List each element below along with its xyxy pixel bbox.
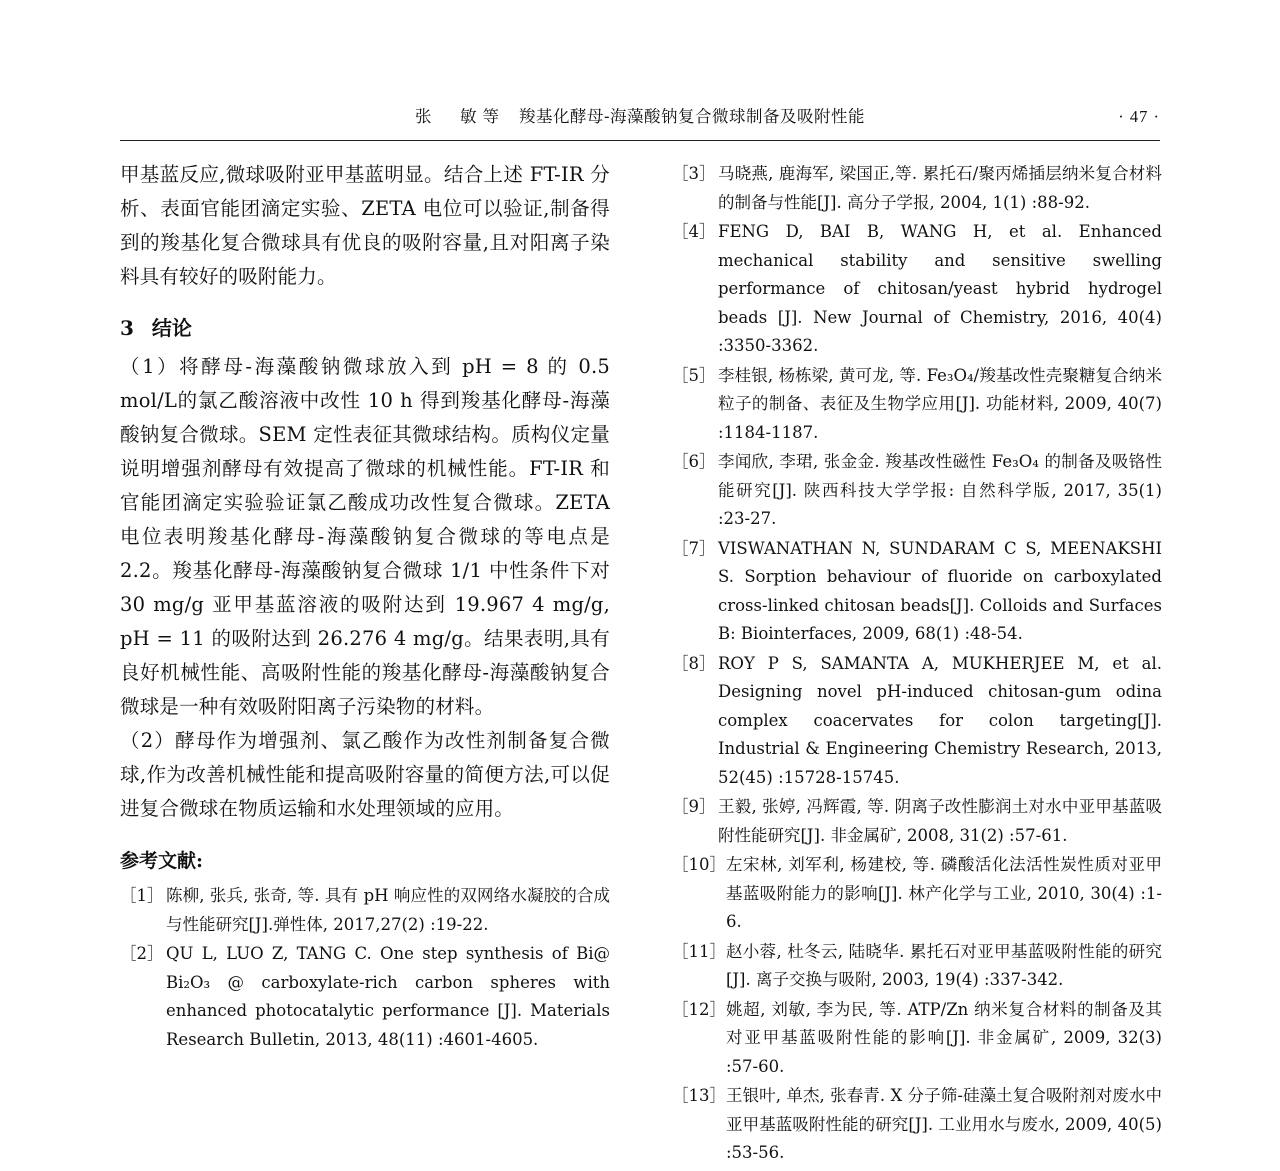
reference-tag: ［5］ (672, 365, 716, 385)
reference-item (672, 851, 1162, 937)
reference-text: 左宋林, 刘军利, 杨建校, 等. 磷酸活化法活性炭性质对亚甲基蓝吸附能力的影响[J]. 林产化学与工业, 2010, 30(4) :1-6. (726, 855, 1162, 931)
page-number: · 47 · (1118, 107, 1160, 126)
reference-text: FENG D, BAI B, WANG H, et al. Enhanced mechanical stability and sensitive swelling performance of chitosan/yeast hybrid hydrogel beads [J]. New Journal of Chemistry, 2016, 40(4) :3350-3362. (718, 222, 1162, 355)
reference-text: 陈柳, 张兵, 张奇, 等. 具有 pH 响应性的双网络水凝胶的合成与性能研究[J].弹性体, 2017,27(2) :19-22. (166, 886, 610, 934)
reference-tag: ［7］ (672, 538, 716, 558)
reference-item (672, 996, 1162, 1082)
reference-text: 姚超, 刘敏, 李为民, 等. ATP/Zn 纳米复合材料的制备及其对亚甲基蓝吸附性能的影响[J]. 非金属矿, 2009, 32(3) :57-60. (726, 999, 1162, 1076)
header-rule (120, 140, 1160, 141)
reference-item (120, 940, 610, 1054)
running-head-title: 羧基化酵母-海藻酸钠复合微球制备及吸附性能 (518, 107, 866, 126)
reference-tag: ［11］ (672, 941, 726, 961)
reference-tag: ［1］ (120, 886, 164, 905)
section-title: 结论 (151, 316, 192, 340)
reference-tag: ［8］ (672, 653, 716, 673)
reference-item (672, 448, 1162, 534)
reference-item (672, 362, 1162, 448)
reference-item (672, 535, 1162, 649)
section-heading (120, 312, 610, 344)
reference-tag: ［9］ (672, 797, 716, 816)
running-head-center (415, 104, 865, 130)
reference-text: ROY P S, SAMANTA A, MUKHERJEE M, et al. Designing novel pH-induced chitosan-gum odina complex coacervates for colon targeting[J]. Industrial & Engineering Chemistry Research, 2013, 52(45) :15728-15745. (718, 653, 1162, 787)
conclusion-paragraph-1: （1）将酵母-海藻酸钠微球放入到 pH = 8 的 0.5 mol/L的氯乙酸溶液中改性 10 h 得到羧基化酵母-海藻酸钠复合微球。SEM 定性表征其微球结构。质构仪定量说明增强剂酵母有效提高了微球的机械性能。FT-IR 和官能团滴定实验验证氯乙酸成功改性复合微球。ZETA 电位表明羧基化酵母-海藻酸钠复合微球的等电点是 2.2。羧基化酵母-海藻酸钠复合微球 1/1 中性条件下对 30 mg/g 亚甲基蓝溶液的吸附达到 19.967 4 mg/g, pH = 11 的吸附达到 26.276 4 mg/g。结果表明,具有良好机械性能、高吸附性能的羧基化酵母-海藻酸钠复合微球是一种有效吸附阳离子污染物的材料。 (120, 355, 610, 718)
reference-tag: ［12］ (672, 999, 726, 1019)
reference-list-right (672, 160, 1162, 1170)
reference-item (672, 160, 1162, 217)
reference-item (672, 938, 1162, 995)
reference-text: 王银叶, 单杰, 张春青. X 分子筛-硅藻土复合吸附剂对废水中亚甲基蓝吸附性能的研究[J]. 工业用水与废水, 2009, 40(5) :53-56. (726, 1086, 1162, 1162)
conclusion-paragraph-2: （2）酵母作为增强剂、氯乙酸作为改性剂制备复合微球,作为改善机械性能和提高吸附容量的简便方法,可以促进复合微球在物质运输和水处理领域的应用。 (120, 729, 610, 820)
reference-list-left (120, 882, 610, 1054)
reference-text: 赵小蓉, 杜冬云, 陆晓华. 累托石对亚甲基蓝吸附性能的研究[J]. 离子交换与吸附, 2003, 19(4) :337-342. (726, 941, 1162, 989)
reference-tag: ［6］ (672, 452, 716, 471)
reference-item (672, 650, 1162, 793)
running-head-author: 张 敏等 (414, 107, 505, 126)
reference-text: QU L, LUO Z, TANG C. One step synthesis of Bi@ Bi₂O₃ @ carboxylate-rich carbon spheres with enhanced photocatalytic performance [J]. Materials Research Bulletin, 2013, 48(11) :4601-4605. (166, 944, 610, 1049)
reference-text: 王毅, 张婷, 冯辉霞, 等. 阴离子改性膨润土对水中亚甲基蓝吸附性能研究[J]. 非金属矿, 2008, 31(2) :57-61. (718, 797, 1162, 845)
running-head (120, 104, 1160, 130)
reference-text: 李桂银, 杨栋梁, 黄可龙, 等. Fe₃O₄/羧基改性壳聚糖复合纳米粒子的制备、表征及生物学应用[J]. 功能材料, 2009, 40(7) :1184-1187. (718, 365, 1162, 442)
reference-tag: ［3］ (672, 164, 716, 183)
continued-paragraph: 甲基蓝反应,微球吸附亚甲基蓝明显。结合上述 FT-IR 分析、表面官能团滴定实验、ZETA 电位可以验证,制备得到的羧基化复合微球具有优良的吸附容量,且对阳离子染料具有较好的吸附能力。 (120, 163, 610, 288)
reference-text: VISWANATHAN N, SUNDARAM C S, MEENAKSHI S. Sorption behaviour of fluoride on carboxylated cross-linked chitosan beads[J]. Colloids and Surfaces B: Biointerfaces, 2009, 68(1) :48-54. (718, 538, 1162, 643)
reference-tag: ［4］ (672, 222, 716, 241)
section-number: 3 (120, 316, 134, 340)
reference-tag: ［13］ (672, 1086, 726, 1105)
reference-text: 李闻欣, 李珺, 张金金. 羧基改性磁性 Fe₃O₄ 的制备及吸铬性能研究[J]. 陕西科技大学学报: 自然科学版, 2017, 35(1) :23-27. (718, 452, 1162, 528)
reference-item (672, 1082, 1162, 1168)
reference-tag: ［10］ (672, 855, 726, 874)
reference-item (672, 793, 1162, 850)
reference-item (672, 218, 1162, 361)
reference-text: 马晓燕, 鹿海军, 梁国正,等. 累托石/聚丙烯插层纳米复合材料的制备与性能[J]. 高分子学报, 2004, 1(1) :88-92. (718, 164, 1162, 212)
right-column (672, 158, 1162, 1171)
left-column (120, 158, 610, 1055)
references-heading: 参考文献: (120, 850, 204, 872)
reference-item (120, 882, 610, 939)
reference-tag: ［2］ (120, 944, 164, 963)
